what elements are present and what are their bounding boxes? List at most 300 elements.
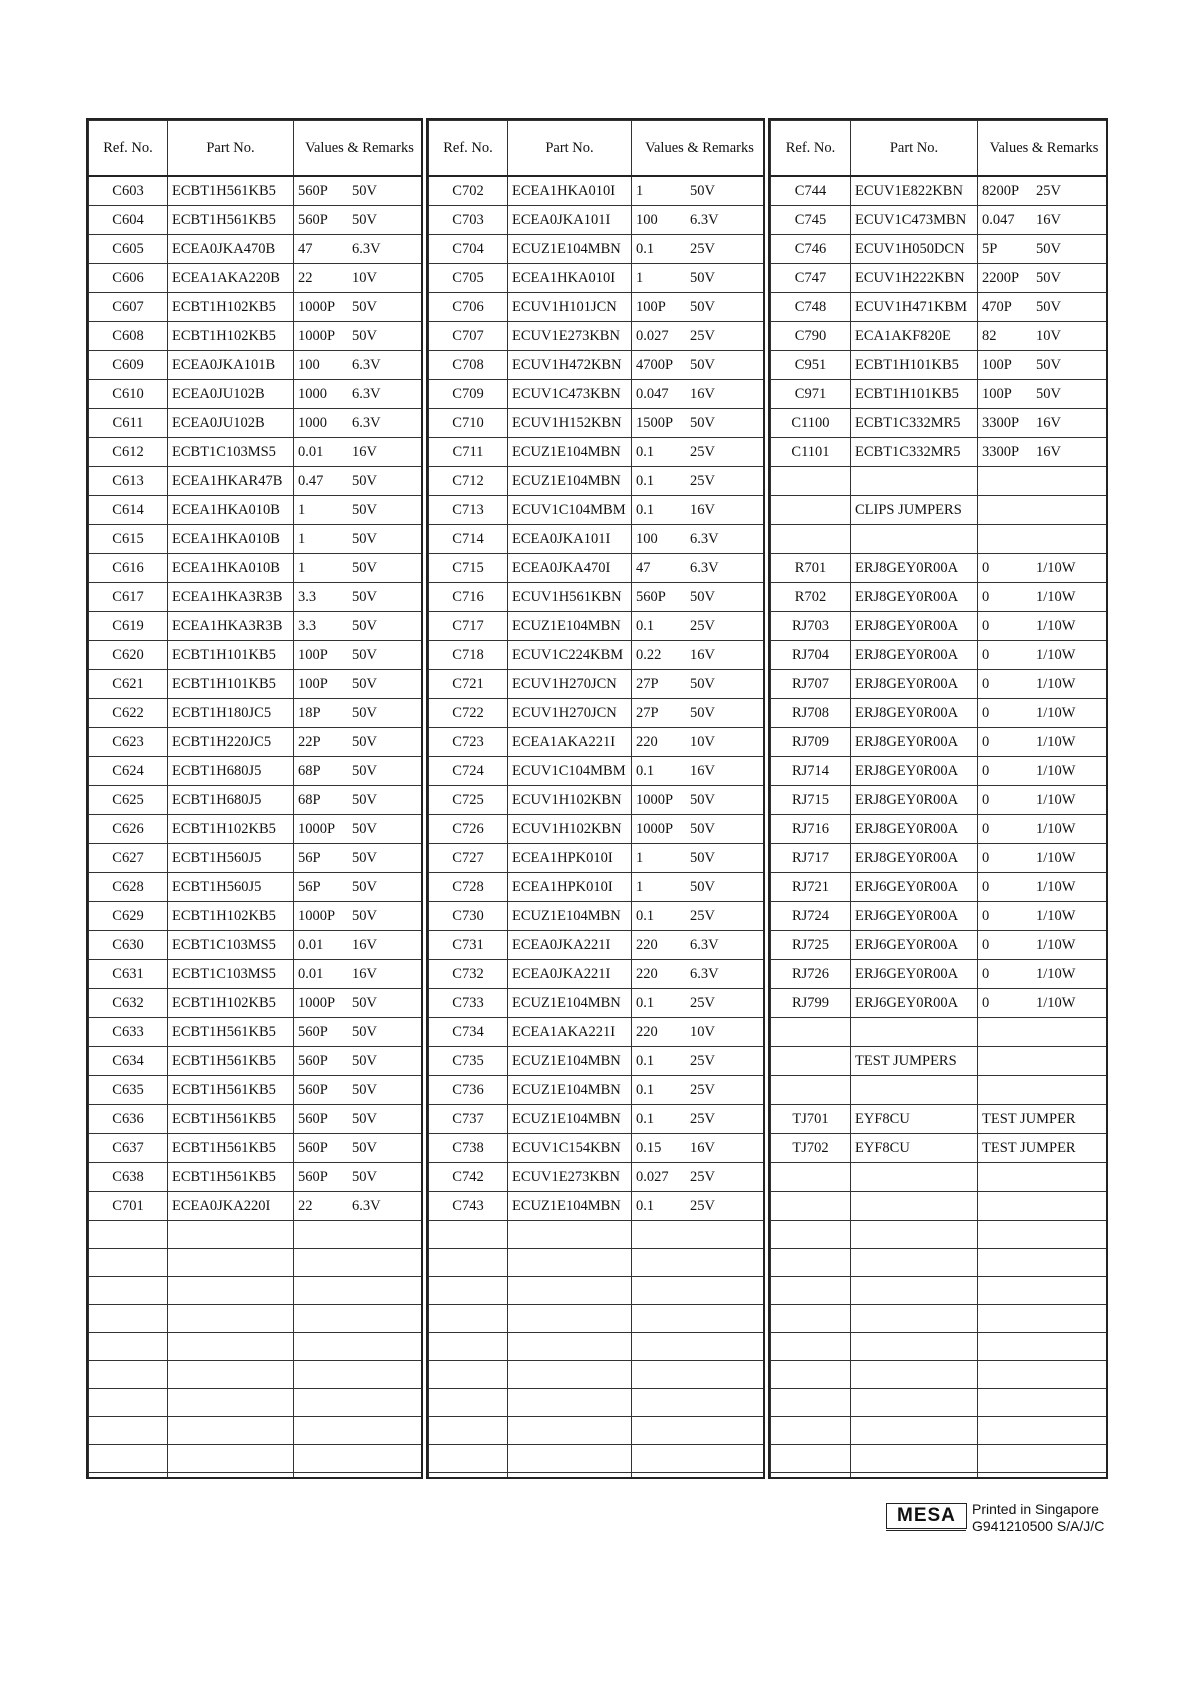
table-row	[89, 670, 424, 699]
ref-no-cell: C637	[89, 1134, 168, 1163]
part-no-cell: ECUV1H270JCN	[508, 699, 632, 728]
empty-cell	[429, 1361, 508, 1389]
empty-cell	[978, 1249, 1109, 1277]
values-cell	[978, 699, 1109, 728]
ref-no-cell: C971	[771, 380, 851, 409]
part-no-cell: ECEA1HPK010I	[508, 844, 632, 873]
part-no-cell: ECA1AKF820E	[851, 322, 978, 351]
values-cell	[978, 351, 1109, 380]
empty-row	[89, 1221, 424, 1249]
empty-row	[771, 1249, 1109, 1277]
value: 0.1	[636, 502, 655, 518]
values-cell	[632, 409, 766, 438]
value: 1	[636, 850, 644, 866]
ref-no-cell	[771, 496, 851, 525]
rating: 16V	[690, 647, 715, 663]
rating: 16V	[690, 763, 715, 779]
ref-no-cell: C705	[429, 264, 508, 293]
table-row	[771, 409, 1109, 438]
value: 68P	[298, 792, 321, 808]
values-cell	[978, 1018, 1109, 1047]
ref-no-cell: C716	[429, 583, 508, 612]
empty-row	[429, 1445, 766, 1473]
empty-cell	[294, 1389, 424, 1417]
ref-no-cell: C743	[429, 1192, 508, 1221]
rating: 50V	[352, 502, 377, 518]
part-no-cell: ECEA0JKA221I	[508, 931, 632, 960]
empty-cell	[429, 1249, 508, 1277]
table-row	[429, 322, 766, 351]
part-no-cell: ECEA1HKA010B	[168, 525, 294, 554]
values-cell	[632, 873, 766, 902]
ref-no-cell: C704	[429, 235, 508, 264]
rating: 16V	[352, 444, 377, 460]
part-no-cell: ECEA0JU102B	[168, 380, 294, 409]
empty-cell	[851, 1445, 978, 1473]
table-row	[771, 583, 1109, 612]
value: 1000P	[298, 995, 336, 1011]
value: 560P	[298, 1024, 328, 1040]
table-row	[771, 815, 1109, 844]
values-cell	[294, 1163, 424, 1192]
rating: 1/10W	[1036, 705, 1076, 721]
value: 1	[636, 270, 644, 286]
rating: 16V	[1036, 212, 1061, 228]
rating: 50V	[1036, 357, 1061, 373]
table-row	[89, 960, 424, 989]
empty-cell	[168, 1417, 294, 1445]
empty-cell	[168, 1473, 294, 1480]
part-no-cell	[851, 1192, 978, 1221]
table-row	[771, 467, 1109, 496]
part-no-cell: ECBT1H561KB5	[168, 1163, 294, 1192]
empty-cell	[851, 1277, 978, 1305]
empty-row	[771, 1445, 1109, 1473]
table-row	[429, 844, 766, 873]
part-no-cell: ECUV1C104MBM	[508, 496, 632, 525]
ref-no-cell: C701	[89, 1192, 168, 1221]
table-row	[429, 235, 766, 264]
values-cell	[632, 612, 766, 641]
value: 1000P	[298, 908, 336, 924]
ref-no-cell: C736	[429, 1076, 508, 1105]
empty-cell	[978, 1361, 1109, 1389]
ref-no-cell: RJ707	[771, 670, 851, 699]
empty-row	[771, 1277, 1109, 1305]
header-part-no: Part No.	[168, 121, 294, 177]
ref-no-cell: C638	[89, 1163, 168, 1192]
empty-cell	[632, 1417, 766, 1445]
table-row	[429, 1105, 766, 1134]
empty-row	[429, 1221, 766, 1249]
value: 560P	[298, 183, 328, 199]
values-cell	[294, 641, 424, 670]
table-row	[771, 989, 1109, 1018]
ref-no-cell: C747	[771, 264, 851, 293]
empty-row	[429, 1417, 766, 1445]
empty-cell	[771, 1333, 851, 1361]
empty-row	[89, 1389, 424, 1417]
part-no-cell: ERJ8GEY0R00A	[851, 815, 978, 844]
rating: 25V	[690, 444, 715, 460]
empty-cell	[89, 1389, 168, 1417]
values-cell	[632, 960, 766, 989]
rating: 25V	[690, 1053, 715, 1069]
rating: 50V	[352, 676, 377, 692]
rating: 25V	[690, 1169, 715, 1185]
values-cell	[978, 496, 1109, 525]
value: TEST JUMPER	[982, 1140, 1076, 1156]
rating: 50V	[352, 473, 377, 489]
empty-cell	[89, 1221, 168, 1249]
table-row	[89, 844, 424, 873]
ref-no-cell: RJ714	[771, 757, 851, 786]
table-row	[89, 293, 424, 322]
ref-no-cell	[771, 1076, 851, 1105]
table-row	[89, 612, 424, 641]
empty-cell	[978, 1305, 1109, 1333]
empty-row	[771, 1333, 1109, 1361]
values-cell	[632, 554, 766, 583]
parts-table-left	[86, 118, 423, 1479]
ref-no-cell: C605	[89, 235, 168, 264]
rating: 25V	[690, 473, 715, 489]
rating: 1/10W	[1036, 937, 1076, 953]
rating: 50V	[352, 908, 377, 924]
ref-no-cell: TJ701	[771, 1105, 851, 1134]
empty-cell	[168, 1221, 294, 1249]
ref-no-cell: RJ708	[771, 699, 851, 728]
values-cell	[632, 176, 766, 206]
empty-cell	[978, 1333, 1109, 1361]
values-cell	[632, 496, 766, 525]
rating: 50V	[1036, 270, 1061, 286]
empty-cell	[168, 1389, 294, 1417]
table-row	[429, 467, 766, 496]
rating: 50V	[690, 589, 715, 605]
rating: 6.3V	[352, 1198, 381, 1214]
table-row	[89, 1192, 424, 1221]
table-row	[89, 902, 424, 931]
part-no-cell	[851, 525, 978, 554]
values-cell	[978, 554, 1109, 583]
values-cell	[978, 380, 1109, 409]
ref-no-cell: C702	[429, 176, 508, 206]
values-cell	[978, 989, 1109, 1018]
table-row	[771, 496, 1109, 525]
ref-no-cell: C734	[429, 1018, 508, 1047]
table-row	[429, 873, 766, 902]
table-row	[89, 641, 424, 670]
ref-no-cell: C626	[89, 815, 168, 844]
table-row	[771, 1163, 1109, 1192]
value: 56P	[298, 850, 321, 866]
rating: 1/10W	[1036, 850, 1076, 866]
values-cell	[978, 728, 1109, 757]
ref-no-cell: C625	[89, 786, 168, 815]
ref-no-cell: R702	[771, 583, 851, 612]
empty-cell	[771, 1417, 851, 1445]
table-row	[429, 989, 766, 1018]
table-row	[429, 409, 766, 438]
ref-no-cell: C616	[89, 554, 168, 583]
value: 0.027	[636, 1169, 669, 1185]
rating: 1/10W	[1036, 908, 1076, 924]
rating: 1/10W	[1036, 821, 1076, 837]
table-row	[429, 931, 766, 960]
value: 3300P	[982, 444, 1020, 460]
value: 0.1	[636, 618, 655, 634]
ref-no-cell: C735	[429, 1047, 508, 1076]
part-no-cell: ECEA1HKA010B	[168, 496, 294, 525]
table-row	[89, 931, 424, 960]
table-row	[429, 902, 766, 931]
table-row	[89, 351, 424, 380]
empty-cell	[168, 1361, 294, 1389]
ref-no-cell: C610	[89, 380, 168, 409]
table-row	[89, 1076, 424, 1105]
part-no-cell: ERJ8GEY0R00A	[851, 844, 978, 873]
rating: 50V	[352, 821, 377, 837]
values-cell	[294, 351, 424, 380]
empty-cell	[429, 1417, 508, 1445]
table-row	[89, 409, 424, 438]
table-row	[771, 902, 1109, 931]
value: 0.1	[636, 1111, 655, 1127]
value: 22	[298, 1198, 313, 1214]
part-no-cell: ERJ8GEY0R00A	[851, 612, 978, 641]
table-row	[89, 525, 424, 554]
values-cell	[294, 612, 424, 641]
value: 0	[982, 676, 990, 692]
values-cell	[294, 844, 424, 873]
table-row	[89, 467, 424, 496]
value: 0.01	[298, 937, 324, 953]
empty-cell	[294, 1473, 424, 1480]
rating: 6.3V	[690, 937, 719, 953]
ref-no-cell: C714	[429, 525, 508, 554]
empty-cell	[294, 1249, 424, 1277]
values-cell	[632, 815, 766, 844]
values-cell	[978, 670, 1109, 699]
empty-cell	[978, 1221, 1109, 1249]
part-no-cell: ECEA1HKA010I	[508, 176, 632, 206]
values-cell	[632, 206, 766, 235]
part-no-cell: ECBT1C103MS5	[168, 931, 294, 960]
ref-no-cell: RJ724	[771, 902, 851, 931]
ref-no-cell: C742	[429, 1163, 508, 1192]
empty-row	[771, 1305, 1109, 1333]
ref-no-cell: C624	[89, 757, 168, 786]
value: 100	[636, 212, 658, 228]
values-cell	[632, 1047, 766, 1076]
rating: 6.3V	[690, 212, 719, 228]
table-row	[771, 554, 1109, 583]
values-cell	[294, 1076, 424, 1105]
value: 220	[636, 1024, 658, 1040]
value: 1000P	[636, 821, 674, 837]
part-no-cell: ECEA1AKA220B	[168, 264, 294, 293]
values-cell	[978, 1076, 1109, 1105]
part-no-cell: ECBT1H561KB5	[168, 1105, 294, 1134]
ref-no-cell: C725	[429, 786, 508, 815]
values-cell	[632, 844, 766, 873]
value: 68P	[298, 763, 321, 779]
values-cell	[632, 235, 766, 264]
table-row	[429, 1018, 766, 1047]
ref-no-cell: C606	[89, 264, 168, 293]
ref-no-cell: C721	[429, 670, 508, 699]
empty-cell	[508, 1473, 632, 1480]
values-cell	[632, 670, 766, 699]
values-cell	[978, 176, 1109, 206]
rating: 50V	[352, 1053, 377, 1069]
value: 0	[982, 705, 990, 721]
rating: 16V	[1036, 444, 1061, 460]
part-no-cell: ECBT1H680J5	[168, 757, 294, 786]
values-cell	[294, 554, 424, 583]
values-cell	[294, 989, 424, 1018]
rating: 50V	[352, 879, 377, 895]
part-no-cell: ECBT1H102KB5	[168, 902, 294, 931]
empty-cell	[168, 1445, 294, 1473]
table-row	[429, 641, 766, 670]
values-cell	[294, 786, 424, 815]
value: 1000P	[298, 821, 336, 837]
part-no-cell: ECEA1HKA3R3B	[168, 612, 294, 641]
part-no-cell: ECBT1H561KB5	[168, 176, 294, 206]
empty-row	[89, 1417, 424, 1445]
value: 0.1	[636, 473, 655, 489]
rating: 1/10W	[1036, 618, 1076, 634]
table-row	[429, 1047, 766, 1076]
rating: 50V	[352, 618, 377, 634]
part-no-cell: ECBT1H101KB5	[168, 670, 294, 699]
table-row	[771, 206, 1109, 235]
ref-no-cell	[771, 1192, 851, 1221]
empty-row	[89, 1305, 424, 1333]
values-cell	[294, 1134, 424, 1163]
empty-cell	[168, 1305, 294, 1333]
part-no-cell: ECBT1H561KB5	[168, 1134, 294, 1163]
table-row	[89, 176, 424, 206]
rating: 50V	[352, 647, 377, 663]
empty-cell	[168, 1249, 294, 1277]
ref-no-cell: C620	[89, 641, 168, 670]
part-no-cell: ERJ6GEY0R00A	[851, 873, 978, 902]
values-cell	[978, 960, 1109, 989]
ref-no-cell: C1100	[771, 409, 851, 438]
empty-cell	[508, 1333, 632, 1361]
empty-cell	[978, 1445, 1109, 1473]
empty-cell	[89, 1305, 168, 1333]
rating: 10V	[690, 734, 715, 750]
rating: 50V	[690, 705, 715, 721]
empty-row	[429, 1277, 766, 1305]
part-no-cell: ECEA1HKA010B	[168, 554, 294, 583]
rating: 50V	[352, 328, 377, 344]
empty-cell	[294, 1333, 424, 1361]
ref-no-cell: C733	[429, 989, 508, 1018]
part-no-cell: ERJ8GEY0R00A	[851, 554, 978, 583]
part-no-cell: ECUV1H152KBN	[508, 409, 632, 438]
value: 22P	[298, 734, 321, 750]
part-no-cell: ECUV1H561KBN	[508, 583, 632, 612]
ref-no-cell: C715	[429, 554, 508, 583]
values-cell	[632, 1192, 766, 1221]
rating: 50V	[352, 589, 377, 605]
ref-no-cell: C744	[771, 176, 851, 206]
value: 560P	[298, 1053, 328, 1069]
table-row	[89, 699, 424, 728]
part-no-cell: ECEA1HKAR47B	[168, 467, 294, 496]
values-cell	[632, 699, 766, 728]
value: 0.047	[982, 212, 1015, 228]
rating: 16V	[690, 502, 715, 518]
ref-no-cell: RJ726	[771, 960, 851, 989]
ref-no-cell	[771, 1163, 851, 1192]
rating: 6.3V	[352, 241, 381, 257]
empty-cell	[632, 1389, 766, 1417]
value: 0.01	[298, 966, 324, 982]
values-cell	[978, 815, 1109, 844]
ref-no-cell: C615	[89, 525, 168, 554]
values-cell	[294, 380, 424, 409]
empty-cell	[89, 1249, 168, 1277]
ref-no-cell: C711	[429, 438, 508, 467]
values-cell	[632, 438, 766, 467]
empty-cell	[771, 1473, 851, 1480]
empty-cell	[978, 1417, 1109, 1445]
values-cell	[294, 670, 424, 699]
values-cell	[294, 1105, 424, 1134]
part-no-cell: ECUV1C473MBN	[851, 206, 978, 235]
rating: 50V	[352, 763, 377, 779]
table-row	[771, 264, 1109, 293]
table-row	[89, 1105, 424, 1134]
values-cell	[978, 902, 1109, 931]
table-row	[771, 1192, 1109, 1221]
table-row	[771, 960, 1109, 989]
part-no-cell: ECBT1H102KB5	[168, 322, 294, 351]
table-row	[771, 525, 1109, 554]
table-row	[89, 322, 424, 351]
value: 0.1	[636, 763, 655, 779]
values-cell	[978, 264, 1109, 293]
table-row	[429, 583, 766, 612]
table-row	[89, 496, 424, 525]
values-cell	[294, 1192, 424, 1221]
table-row	[771, 235, 1109, 264]
table-row	[429, 1192, 766, 1221]
part-no-cell: ECBT1H561KB5	[168, 1047, 294, 1076]
part-no-cell: ERJ6GEY0R00A	[851, 931, 978, 960]
empty-cell	[89, 1361, 168, 1389]
ref-no-cell: C951	[771, 351, 851, 380]
part-no-cell: ECUV1H050DCN	[851, 235, 978, 264]
table-row	[89, 1134, 424, 1163]
value: 100P	[982, 386, 1012, 402]
table-row	[429, 438, 766, 467]
empty-row	[771, 1389, 1109, 1417]
part-no-cell: ECUV1H102KBN	[508, 815, 632, 844]
ref-no-cell: C717	[429, 612, 508, 641]
table-row	[771, 873, 1109, 902]
part-no-cell: ECUV1H222KBN	[851, 264, 978, 293]
ref-no-cell: C629	[89, 902, 168, 931]
rating: 6.3V	[690, 560, 719, 576]
table-row	[89, 757, 424, 786]
